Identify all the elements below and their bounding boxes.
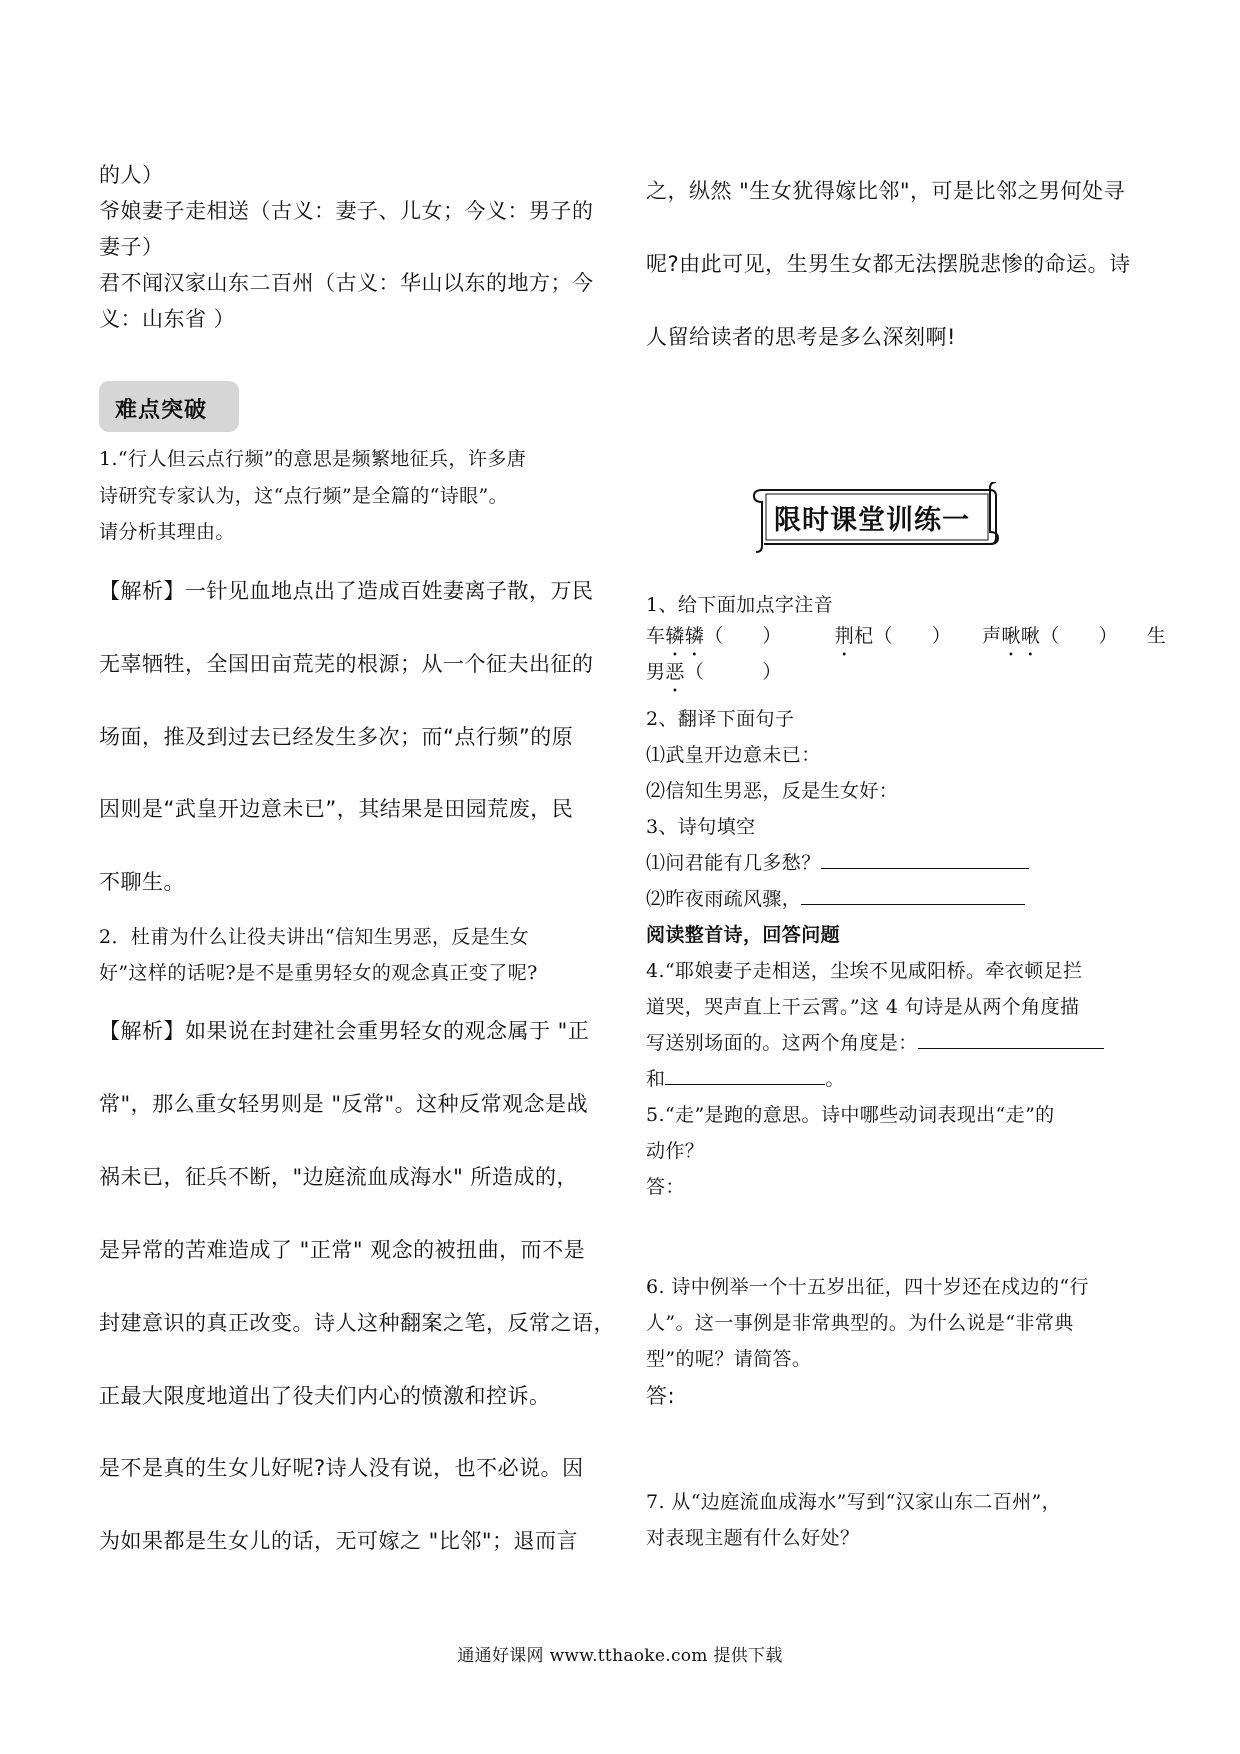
q4-line-2: 道哭，哭声直上干云霄。”这 4 句诗是从两个角度描: [646, 996, 1080, 1018]
a2-line-8: 为如果都是生女儿的话，无可嫁之 "比邻"；退而言: [99, 1529, 578, 1553]
ex2-item-1: ⑴武皇开边意未已：: [646, 744, 821, 766]
a2-line-6: 正最大限度地道出了役夫们内心的愤激和控诉。: [99, 1384, 551, 1408]
a2-line-7: 是不是真的生女儿好呢?诗人没有说，也不必说。因: [99, 1456, 584, 1480]
q4-line-3: 写送别场面的。这两个角度是：: [646, 1028, 1104, 1055]
cont-line-1: 之，纵然 "生女犹得嫁比邻"，可是比邻之男何处寻: [646, 179, 1125, 203]
q6-answer-label: 答:: [646, 1384, 676, 1408]
q1-line-2: 诗研究专家认为，这“点行频”是全篇的“诗眼”。: [99, 485, 509, 507]
q6-line-2: 人”。这一事例是非常典型的。为什么说是“非常典: [646, 1312, 1074, 1334]
a1-line-5: 不聊生。: [99, 870, 185, 894]
vocab-line-1: 的人）: [99, 163, 164, 187]
answer-blank[interactable]: [801, 886, 1025, 905]
ex1-title: 1、给下面加点字注音: [646, 594, 834, 616]
a1-line-4: 因则是“武皇开边意未已”，其结果是田园荒废，民: [99, 797, 574, 821]
q6-line-3: 型”的呢？请简答。: [646, 1348, 812, 1370]
ex3-item-1: ⑴问君能有几多愁？: [646, 848, 1029, 875]
ex2-item-2: ⑵信知生男恶，反是生女好：: [646, 780, 899, 802]
page-footer: 通通好课网 www.tthaoke.com 提供下载: [457, 1646, 783, 1666]
q1-line-1: 1.“行人但云点行频”的意思是频繁地征兵，许多唐: [99, 448, 527, 470]
ex1-row-2: 男恶（ ）: [646, 661, 782, 683]
a1-line-2: 无辜牺牲，全国田亩荒芜的根源；从一个征夫出征的: [99, 652, 594, 676]
q5-answer-label: 答：: [646, 1176, 685, 1198]
q6-line-1: 6. 诗中例举一个十五岁出征，四十岁还在戍边的“行: [646, 1276, 1089, 1298]
a2-line-5: 封建意识的真正改变。诗人这种翻案之笔，反常之语，: [99, 1311, 615, 1335]
vocab-line-3: 妻子）: [99, 235, 164, 259]
reading-title: 阅读整首诗，回答问题: [646, 924, 841, 946]
ex2-title: 2、翻译下面句子: [646, 708, 795, 730]
answer-blank[interactable]: [665, 1066, 825, 1085]
q7-line-1: 7. 从“边庭流血成海水”写到“汉家山东二百州”，: [646, 1491, 1062, 1513]
cont-line-3: 人留给读者的思考是多么深刻啊!: [646, 325, 956, 349]
q4-line-1: 4.“耶娘妻子走相送，尘埃不见咸阳桥。牵衣顿足拦: [646, 960, 1083, 982]
ex3-title: 3、诗句填空: [646, 816, 756, 838]
a1-line-1: 【解析】一针见血地点出了造成百姓妻离子散，万民: [99, 579, 594, 603]
a2-line-3: 祸未已，征兵不断，"边庭流血成海水" 所造成的，: [99, 1165, 578, 1189]
scroll-title: 限时课堂训练一: [774, 505, 970, 536]
q2-line-2: 好”这样的话呢?是不是重男轻女的观念真正变了呢?: [99, 962, 538, 984]
answer-blank[interactable]: [918, 1030, 1104, 1049]
answer-blank[interactable]: [821, 850, 1029, 869]
a1-line-3: 场面，推及到过去已经发生多次；而“点行频”的原: [99, 725, 574, 749]
q2-line-1: 2．杜甫为什么让役夫讲出“信知生男恶，反是生女: [99, 926, 530, 948]
q4-line-4: 和 。: [646, 1068, 845, 1090]
q5-line-2: 动作？: [646, 1140, 705, 1162]
vocab-line-4: 君不闻汉家山东二百州（古义：华山以东的地方；今: [99, 271, 594, 295]
q1-line-3: 请分析其理由。: [99, 521, 235, 543]
ex3-item-2: ⑵昨夜雨疏风骤，: [646, 884, 1025, 911]
vocab-line-2: 爷娘妻子走相送（古义：妻子、儿女；今义：男子的: [99, 199, 594, 223]
section-badge-label: 难点突破: [115, 398, 208, 423]
a2-line-2: 常"，那么重女轻男则是 "反常"。这种反常观念是战: [99, 1092, 589, 1116]
a2-line-4: 是异常的苦难造成了 "正常" 观念的被扭曲，而不是: [99, 1238, 586, 1262]
scroll-banner: [752, 482, 1002, 554]
cont-line-2: 呢?由此可见，生男生女都无法摆脱悲惨的命运。诗: [646, 252, 1131, 276]
q5-line-1: 5.“走”是跑的意思。诗中哪些动词表现出“走”的: [646, 1104, 1055, 1126]
a2-line-1: 【解析】如果说在封建社会重男轻女的观念属于 "正: [99, 1019, 590, 1043]
section-badge: [99, 381, 239, 432]
ex1-row-1: 车辚辚（ ） 荆杞（ ） 声啾啾（ ） 生: [646, 625, 1167, 647]
q7-line-2: 对表现主题有什么好处？: [646, 1527, 860, 1549]
vocab-line-5: 义：山东省 ）: [99, 307, 236, 331]
